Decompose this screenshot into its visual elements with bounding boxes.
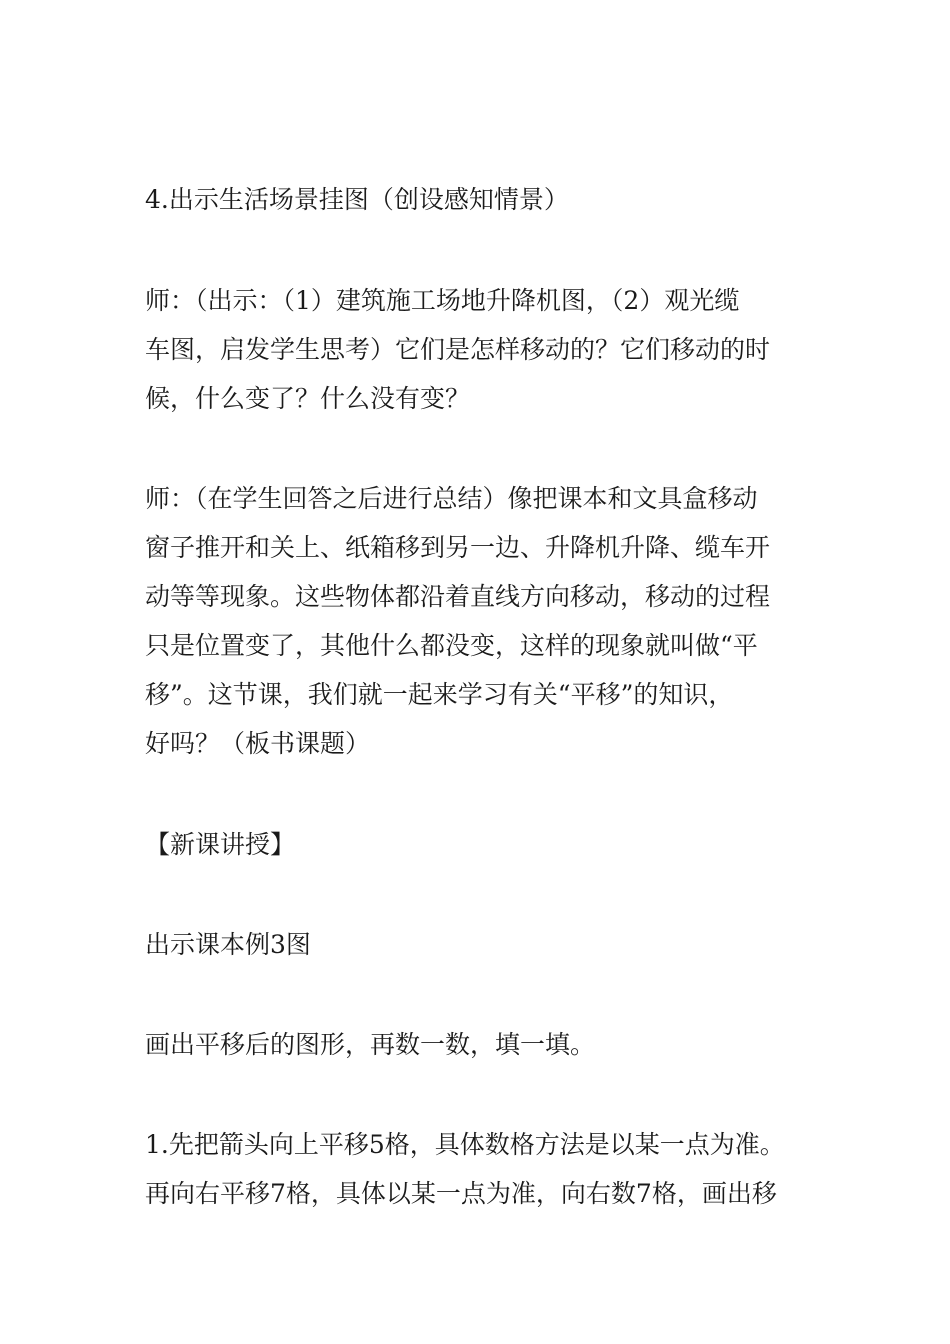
text-line: 只是位置变了，其他什么都没变，这样的现象就叫做“平 <box>145 631 758 660</box>
text-line: 1.先把箭头向上平移5格，具体数格方法是以某一点为准。 <box>145 1130 785 1159</box>
text-line: 车图，启发学生思考）它们是怎样移动的？它们移动的时 <box>145 335 771 364</box>
text-line: 候，什么变了？什么没有变？ <box>145 384 471 413</box>
paragraph-teacher-summary <box>145 474 815 768</box>
text-line: 师：（出示：（1）建筑施工场地升降机图，（2）观光缆 <box>145 286 740 315</box>
text-line: 画出平移后的图形，再数一数，填一填。 <box>145 1030 596 1059</box>
paragraph-teacher-question <box>145 276 815 423</box>
section-heading-new-lesson <box>145 820 815 869</box>
text-line: 师：（在学生回答之后进行总结）像把课本和文具盒移动 <box>145 484 758 513</box>
paragraph-scene-display <box>145 175 815 224</box>
paragraph-step-one <box>145 1120 815 1218</box>
text-line: 动等等现象。这些物体都沿着直线方向移动，移动的过程 <box>145 582 771 611</box>
text-line: 再向右平移7格，具体以某一点为准，向右数7格，画出移 <box>145 1179 777 1208</box>
text-line: 【新课讲授】 <box>145 830 296 859</box>
text-line: 窗子推开和关上、纸箱移到另一边、升降机升降、缆车开 <box>145 533 771 562</box>
paragraph-draw-instruction <box>145 1020 815 1069</box>
text-line: 4.出示生活场景挂图（创设感知情景） <box>145 185 569 214</box>
paragraph-show-example <box>145 920 815 969</box>
text-line: 出示课本例3图 <box>145 930 311 959</box>
text-line: 好吗？（板书课题） <box>145 729 371 758</box>
text-line: 移”。这节课，我们就一起来学习有关“平移”的知识， <box>145 680 734 709</box>
